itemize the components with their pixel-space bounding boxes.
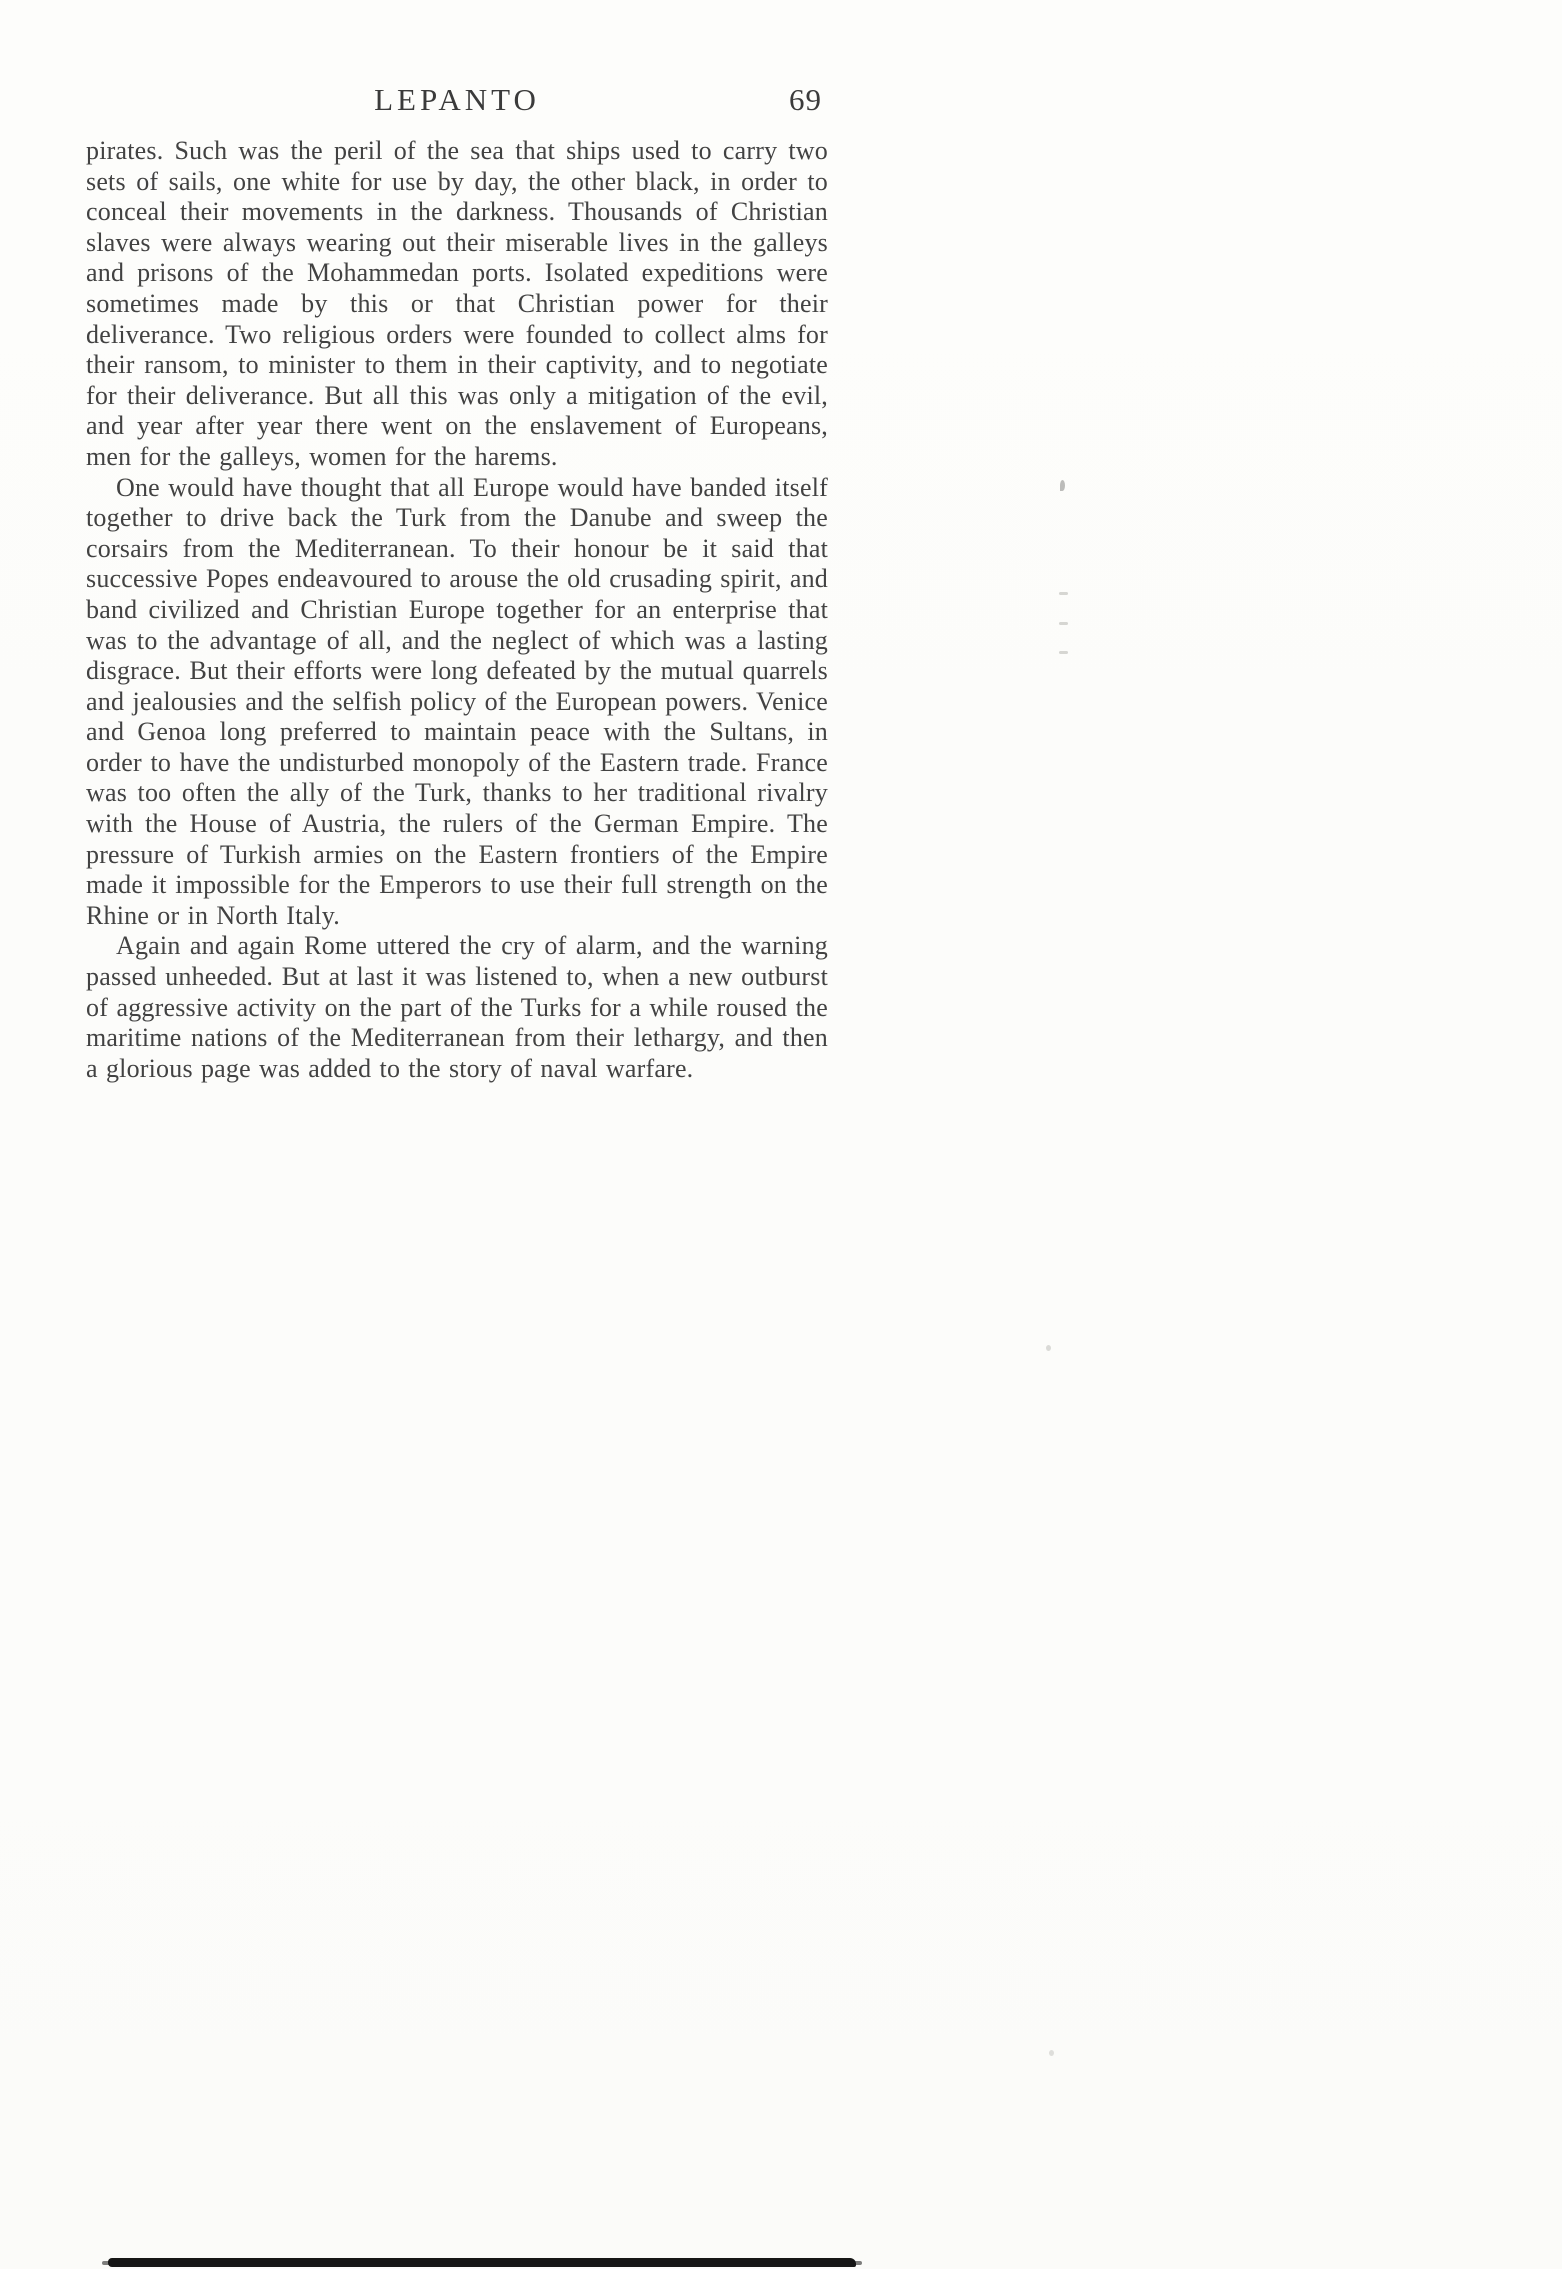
scan-artifact-mark bbox=[1060, 480, 1065, 491]
page-header bbox=[86, 82, 828, 122]
paragraph-2: One would have thought that all Europe would have banded itself together to drive back the Turk from the Danube and sweep the corsairs from the Mediterranean. To their honour be it said that successive Popes endeavoured to arouse the old crusading spirit, and band civilized and Christian Europe together for an enterprise that was to the advantage of all, and the neglect of which was a lasting disgrace. But their efforts were long defeated by the mutual quarrels and jealousies and the selfish policy of the European powers. Venice and Genoa long preferred to maintain peace with the Sultans, in order to have the undisturbed monopoly of the Eastern trade. France was too often the ally of the Turk, thanks to her traditional rivalry with the House of Austria, the rulers of the German Empire. The pressure of Turkish armies on the Eastern frontiers of the Empire made it impossible for the Emperors to use their full strength on the Rhine or in North Italy. bbox=[86, 472, 828, 930]
page-content bbox=[86, 82, 828, 1084]
scan-artifact-dash bbox=[1059, 622, 1068, 625]
paragraph-1: pirates. Such was the peril of the sea that ships used to carry two sets of sails, one white for use by day, the other black, in order to conceal their movements in the darkness. Thousands of Christian slaves were always wearing out their miserable lives in the galleys and prisons of the Mohammedan ports. Isolated expeditions were sometimes made by this or that Christian power for their deliverance. Two religious orders were founded to collect alms for their ransom, to minister to them in their captivity, and to negotiate for their deliverance. But all this was only a mitigation of the evil, and year after year there went on the enslavement of Europeans, men for the galleys, women for the harems. bbox=[86, 136, 828, 471]
page-number: 69 bbox=[789, 82, 822, 117]
running-title: LEPANTO bbox=[374, 82, 540, 117]
scan-artifact-dot bbox=[1046, 1345, 1051, 1351]
scan-edge-mark bbox=[108, 2258, 856, 2267]
scan-artifact-dot bbox=[1049, 2050, 1054, 2056]
scan-artifact-dash bbox=[1059, 651, 1068, 654]
scan-artifact-dash bbox=[1059, 592, 1068, 595]
paragraph-3: Again and again Rome uttered the cry of alarm, and the warning passed unheeded. But at last it was listened to, when a new outburst of aggressive activity on the part of the Turks for a while roused the maritime nations of the Mediterranean from their lethargy, and then a glorious page was added to the story of naval warfare. bbox=[86, 931, 828, 1083]
